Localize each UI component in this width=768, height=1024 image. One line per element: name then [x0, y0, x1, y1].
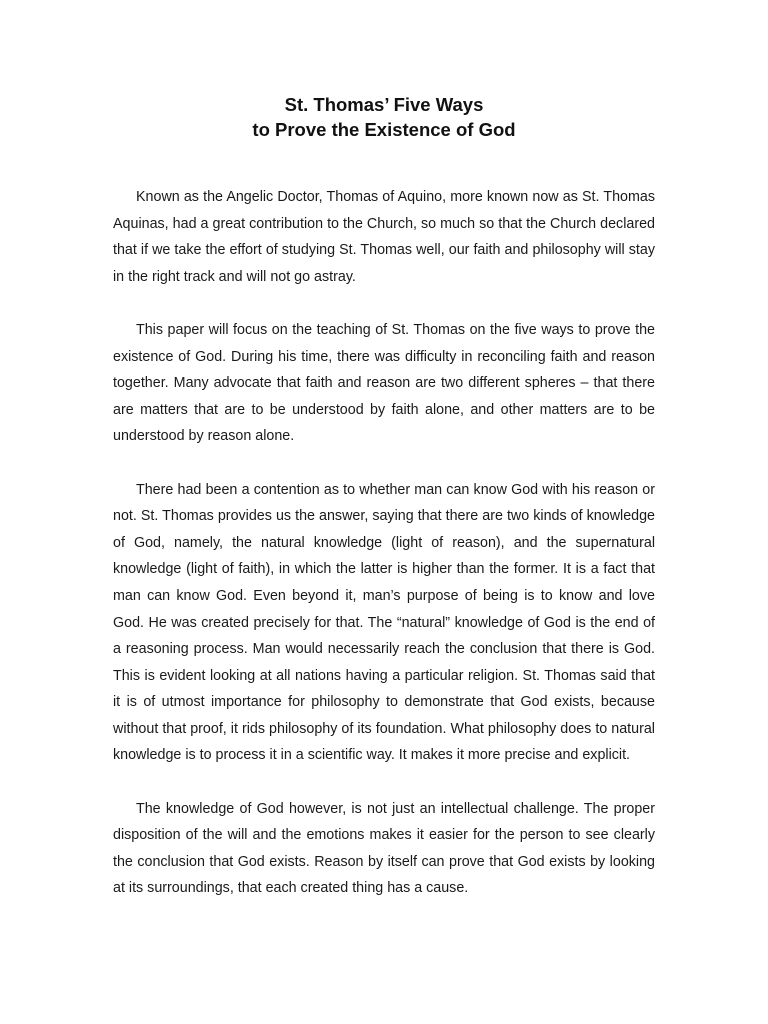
document-body	[113, 184, 655, 929]
paragraph-1: Known as the Angelic Doctor, Thomas of Aquino, more known now as St. Thomas Aquinas, had a great contribution to the Church, so much so that the Church declared that if we take the effort of studying St. Thomas well, our faith and philosophy will stay in the right track and will not go astray.	[113, 189, 655, 285]
paragraph-4: The knowledge of God however, is not just an intellectual challenge. The proper disposition of the will and the emotions makes it easier for the person to see clearly the conclusion that God exists. Reason by itself can prove that God exists by looking at its surroundings, that each created thing has a cause.	[113, 800, 655, 897]
paragraph-3: There had been a contention as to whether man can know God with his reason or not. St. Thomas provides us the answer, saying that there are two kinds of knowledge of God, namely, the natural knowledge (light of reason), and the supernatural knowledge (light of faith), in which the latter is higher than the former. It is a fact that man can know God. Even beyond it, man’s purpose of being is to know and love God. He was created precisely for that. The “natural” knowledge of God is the end of a reasoning process. Man would necessarily reach the conclusion that there is God. This is evident looking at all nations having a particular religion. St. Thomas said that it is of utmost importance for philosophy to demonstrate that God exists, because without that proof, it rids philosophy of its foundation. What philosophy does to natural knowledge is to process it in a scientific way. It makes it more precise and explicit.	[113, 481, 655, 764]
title-line-2: to Prove the Existence of God	[252, 119, 516, 140]
paragraph-2: This paper will focus on the teaching of St. Thomas on the five ways to prove the existence of God. During his time, there was difficulty in reconciling faith and reason together. Many advocate that faith and reason are two different spheres – that there are matters that are to be understood by faith alone, and other matters are to be understood by reason alone.	[113, 321, 655, 445]
title-line-1: St. Thomas’ Five Ways	[284, 94, 484, 115]
document-title	[0, 92, 768, 142]
